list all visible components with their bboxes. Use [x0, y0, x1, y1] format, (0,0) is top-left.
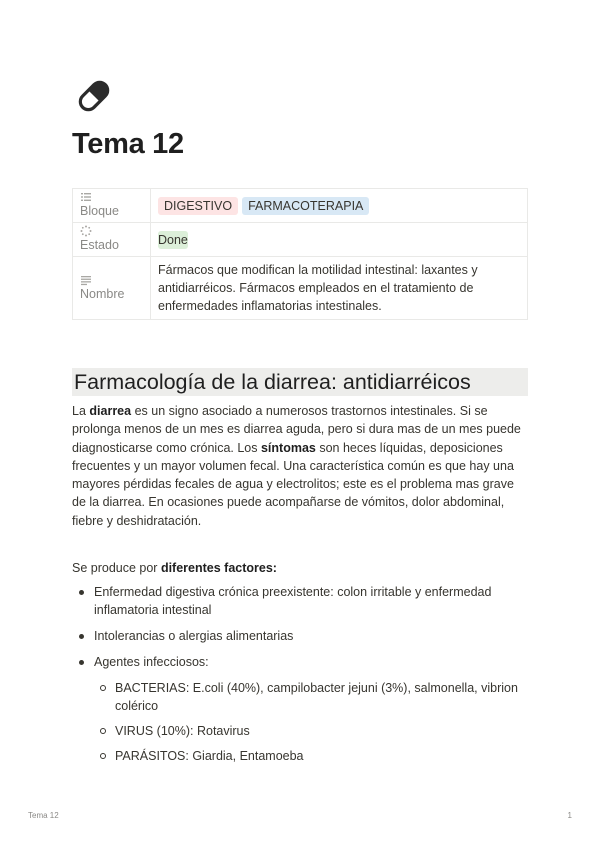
footer-title: Tema 12 [28, 811, 59, 820]
property-label: Nombre [80, 286, 125, 301]
infectious-agents-list [94, 679, 528, 765]
section-heading: Farmacología de la diarrea: antidiarréicos [72, 368, 528, 396]
text-run: es un signo asociado a numerosos trastornos intestinales. Si se prolonga menos de un mes es diarrea aguda, pero si dura mas de un mes puede diagnosticarse como crónica. Los [72, 404, 521, 455]
page-title: Tema 12 [72, 128, 184, 160]
property-label: Bloque [80, 204, 119, 218]
bold-text: síntomas [260, 440, 316, 455]
bold-text: diarrea [89, 404, 132, 418]
list-item-text: Enfermedad digestiva crónica preexistente: colon irritable y enfermedad inflamatoria intestinal [94, 585, 492, 617]
status-badge[interactable]: Done [158, 232, 188, 247]
sub-list-item: VIRUS (10%): Rotavirus [94, 722, 528, 740]
list-item-text: Agentes infecciosos: [94, 655, 209, 669]
property-value[interactable]: Fármacos que modifican la motilidad intestinal: laxantes y antidiarréicos. Fármacos empleados en el tratamiento de enfermedades inflamatorias intestinales. [151, 257, 528, 320]
list-item [72, 583, 528, 619]
property-label: Estado [80, 238, 119, 252]
property-key [73, 189, 151, 223]
pill-icon [74, 76, 114, 116]
status-icon [80, 225, 92, 237]
list-item [72, 627, 528, 645]
sub-list-item: BACTERIAS: E.coli (40%), campilobacter jejuni (3%), salmonella, vibrion colérico [94, 679, 528, 715]
factors-paragraph [72, 559, 277, 577]
factors-list [72, 583, 528, 773]
property-value[interactable] [151, 223, 528, 257]
list-icon [80, 191, 92, 203]
list-item-text: Intolerancias o alergias alimentarias [94, 629, 294, 643]
text-run: son heces líquidas, deposiciones frecuentes y un mayor volumen fecal. Una característica común es que hay una mayores pérdidas fecales de agua y electrolitos; este es el problema mas grave de la diarrea. En ocasiones puede acompañarse de vómitos, dolor abdominal, fiebre y deshidratación. [72, 440, 514, 528]
properties-table [72, 188, 528, 320]
tag-farmacoterapia[interactable]: FARMACOTERAPIA [242, 197, 369, 215]
text-run: La [72, 404, 90, 418]
property-value[interactable] [151, 189, 528, 223]
property-row-bloque [73, 189, 528, 223]
tag-digestivo[interactable]: DIGESTIVO [158, 197, 238, 215]
property-key [73, 223, 151, 257]
text-icon [80, 274, 92, 286]
sub-list-item: PARÁSITOS: Giardia, Entamoeba [94, 747, 528, 765]
list-item [72, 653, 528, 765]
property-key [73, 257, 151, 320]
page-number: 1 [567, 811, 572, 820]
text-run: Se produce por [72, 561, 161, 575]
intro-paragraph [72, 402, 528, 530]
property-row-nombre [73, 257, 528, 320]
property-row-estado [73, 223, 528, 257]
bold-text: diferentes factores: [160, 561, 277, 575]
